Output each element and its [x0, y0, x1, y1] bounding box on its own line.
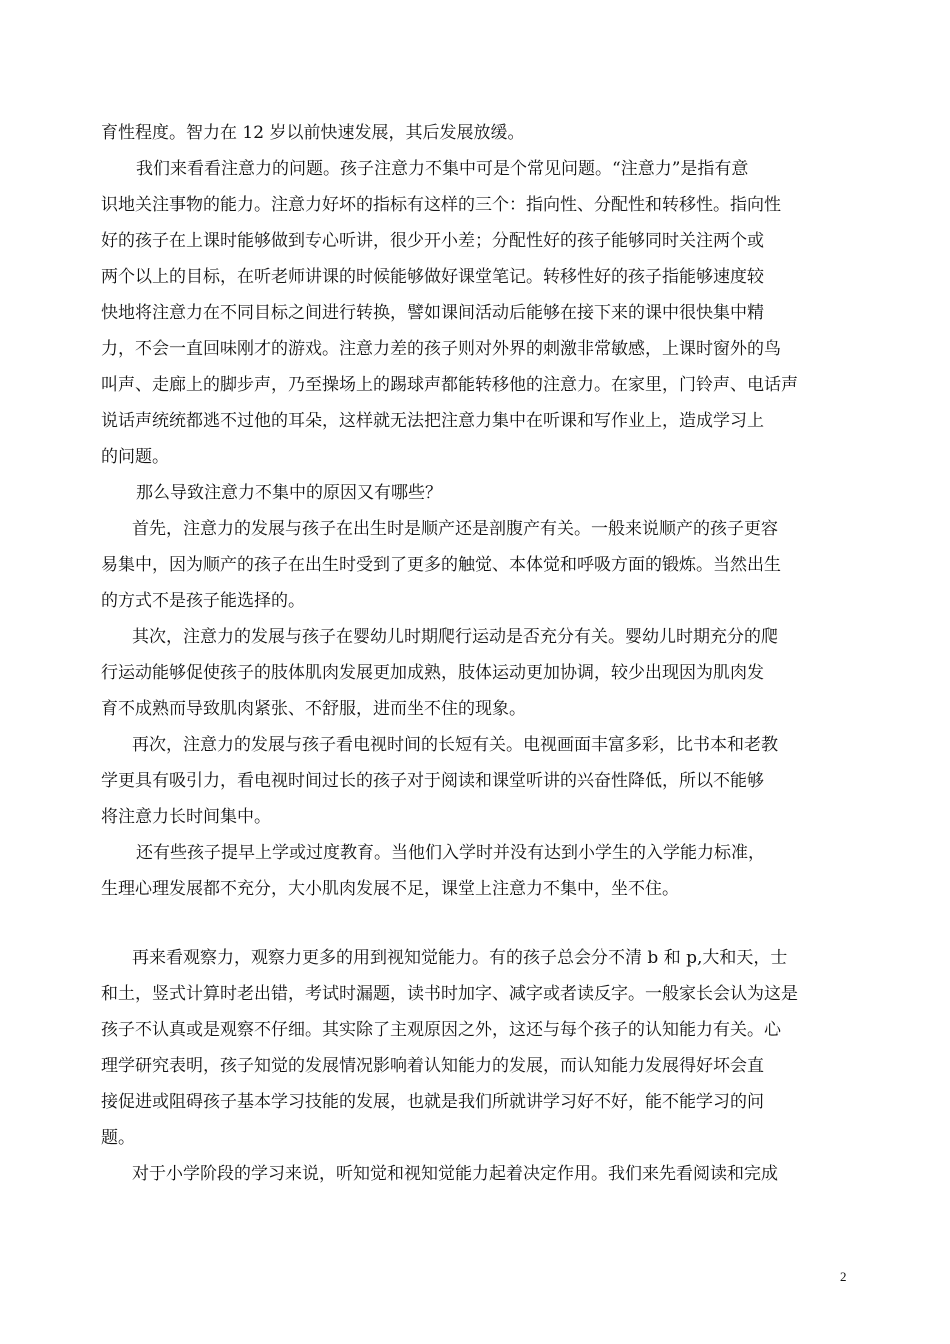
text-line: 我们来看看注意力的问题。孩子注意力不集中可是个常见问题。“注意力”是指有意 [136, 159, 749, 179]
text-line: 其次，注意力的发展与孩子在婴幼儿时期爬行运动是否充分有关。婴幼儿时期充分的爬 [132, 627, 778, 647]
text-line: 说话声统统都逃不过他的耳朵，这样就无法把注意力集中在听课和写作业上，造成学习上 [101, 411, 764, 431]
text-line: 行运动能够促使孩子的肢体肌肉发展更加成熟，肢体运动更加协调，较少出现因为肌肉发 [101, 663, 764, 683]
text-line: 的问题。 [101, 447, 169, 467]
text-line: 快地将注意力在不同目标之间进行转换，譬如课间活动后能够在接下来的课中很快集中精 [101, 303, 764, 323]
text-line: 理学研究表明，孩子知觉的发展情况影响着认知能力的发展，而认知能力发展得好坏会直 [101, 1056, 764, 1076]
text-line: 两个以上的目标，在听老师讲课的时候能够做好课堂笔记。转移性好的孩子指能够速度较 [101, 267, 764, 287]
text-line: 好的孩子在上课时能够做到专心听讲，很少开小差；分配性好的孩子能够同时关注两个或 [101, 231, 764, 251]
text-line: 叫声、走廊上的脚步声，乃至操场上的踢球声都能转移他的注意力。在家里，门铃声、电话声 [101, 375, 798, 395]
text-line: 再次，注意力的发展与孩子看电视时间的长短有关。电视画面丰富多彩，比书本和老教 [132, 735, 778, 755]
text-line: 还有些孩子提早上学或过度教育。当他们入学时并没有达到小学生的入学能力标准， [136, 843, 765, 863]
text-line: 题。 [101, 1128, 135, 1148]
text-line: 接促进或阻碍孩子基本学习技能的发展，也就是我们所就讲学习好不好，能不能学习的问 [101, 1092, 764, 1112]
text-line: 生理心理发展都不充分，大小肌肉发展不足，课堂上注意力不集中，坐不住。 [101, 879, 679, 899]
text-line: 将注意力长时间集中。 [101, 807, 271, 827]
text-line: 识地关注事物的能力。注意力好坏的指标有这样的三个：指向性、分配性和转移性。指向性 [101, 195, 781, 215]
text-line: 和土，竖式计算时老出错，考试时漏题，读书时加字、减字或者读反字。一般家长会认为这是 [101, 984, 798, 1004]
text-line: 学更具有吸引力，看电视时间过长的孩子对于阅读和课堂听讲的兴奋性降低，所以不能够 [101, 771, 764, 791]
text-line: 孩子不认真或是观察不仔细。其实除了主观原因之外，这还与每个孩子的认知能力有关。心 [101, 1020, 781, 1040]
text-line: 育性程度。智力在 12 岁以前快速发展，其后发展放缓。 [101, 123, 525, 143]
text-line: 的方式不是孩子能选择的。 [101, 591, 305, 611]
text-line: 那么导致注意力不集中的原因又有哪些？ [136, 483, 442, 503]
text-line: 易集中，因为顺产的孩子在出生时受到了更多的触觉、本体觉和呼吸方面的锻炼。当然出生 [101, 555, 781, 575]
text-line: 首先，注意力的发展与孩子在出生时是顺产还是剖腹产有关。一般来说顺产的孩子更容 [132, 519, 778, 539]
text-line: 育不成熟而导致肌肉紧张、不舒服，进而坐不住的现象。 [101, 699, 526, 719]
text-line: 力，不会一直回味刚才的游戏。注意力差的孩子则对外界的刺激非常敏感，上课时窗外的鸟 [101, 339, 781, 359]
text-line: 再来看观察力，观察力更多的用到视知觉能力。有的孩子总会分不清 b 和 p,大和天，士 [132, 948, 788, 968]
text-line: 对于小学阶段的学习来说，听知觉和视知觉能力起着决定作用。我们来先看阅读和完成 [132, 1164, 778, 1184]
page-number: 2 [840, 1269, 847, 1284]
